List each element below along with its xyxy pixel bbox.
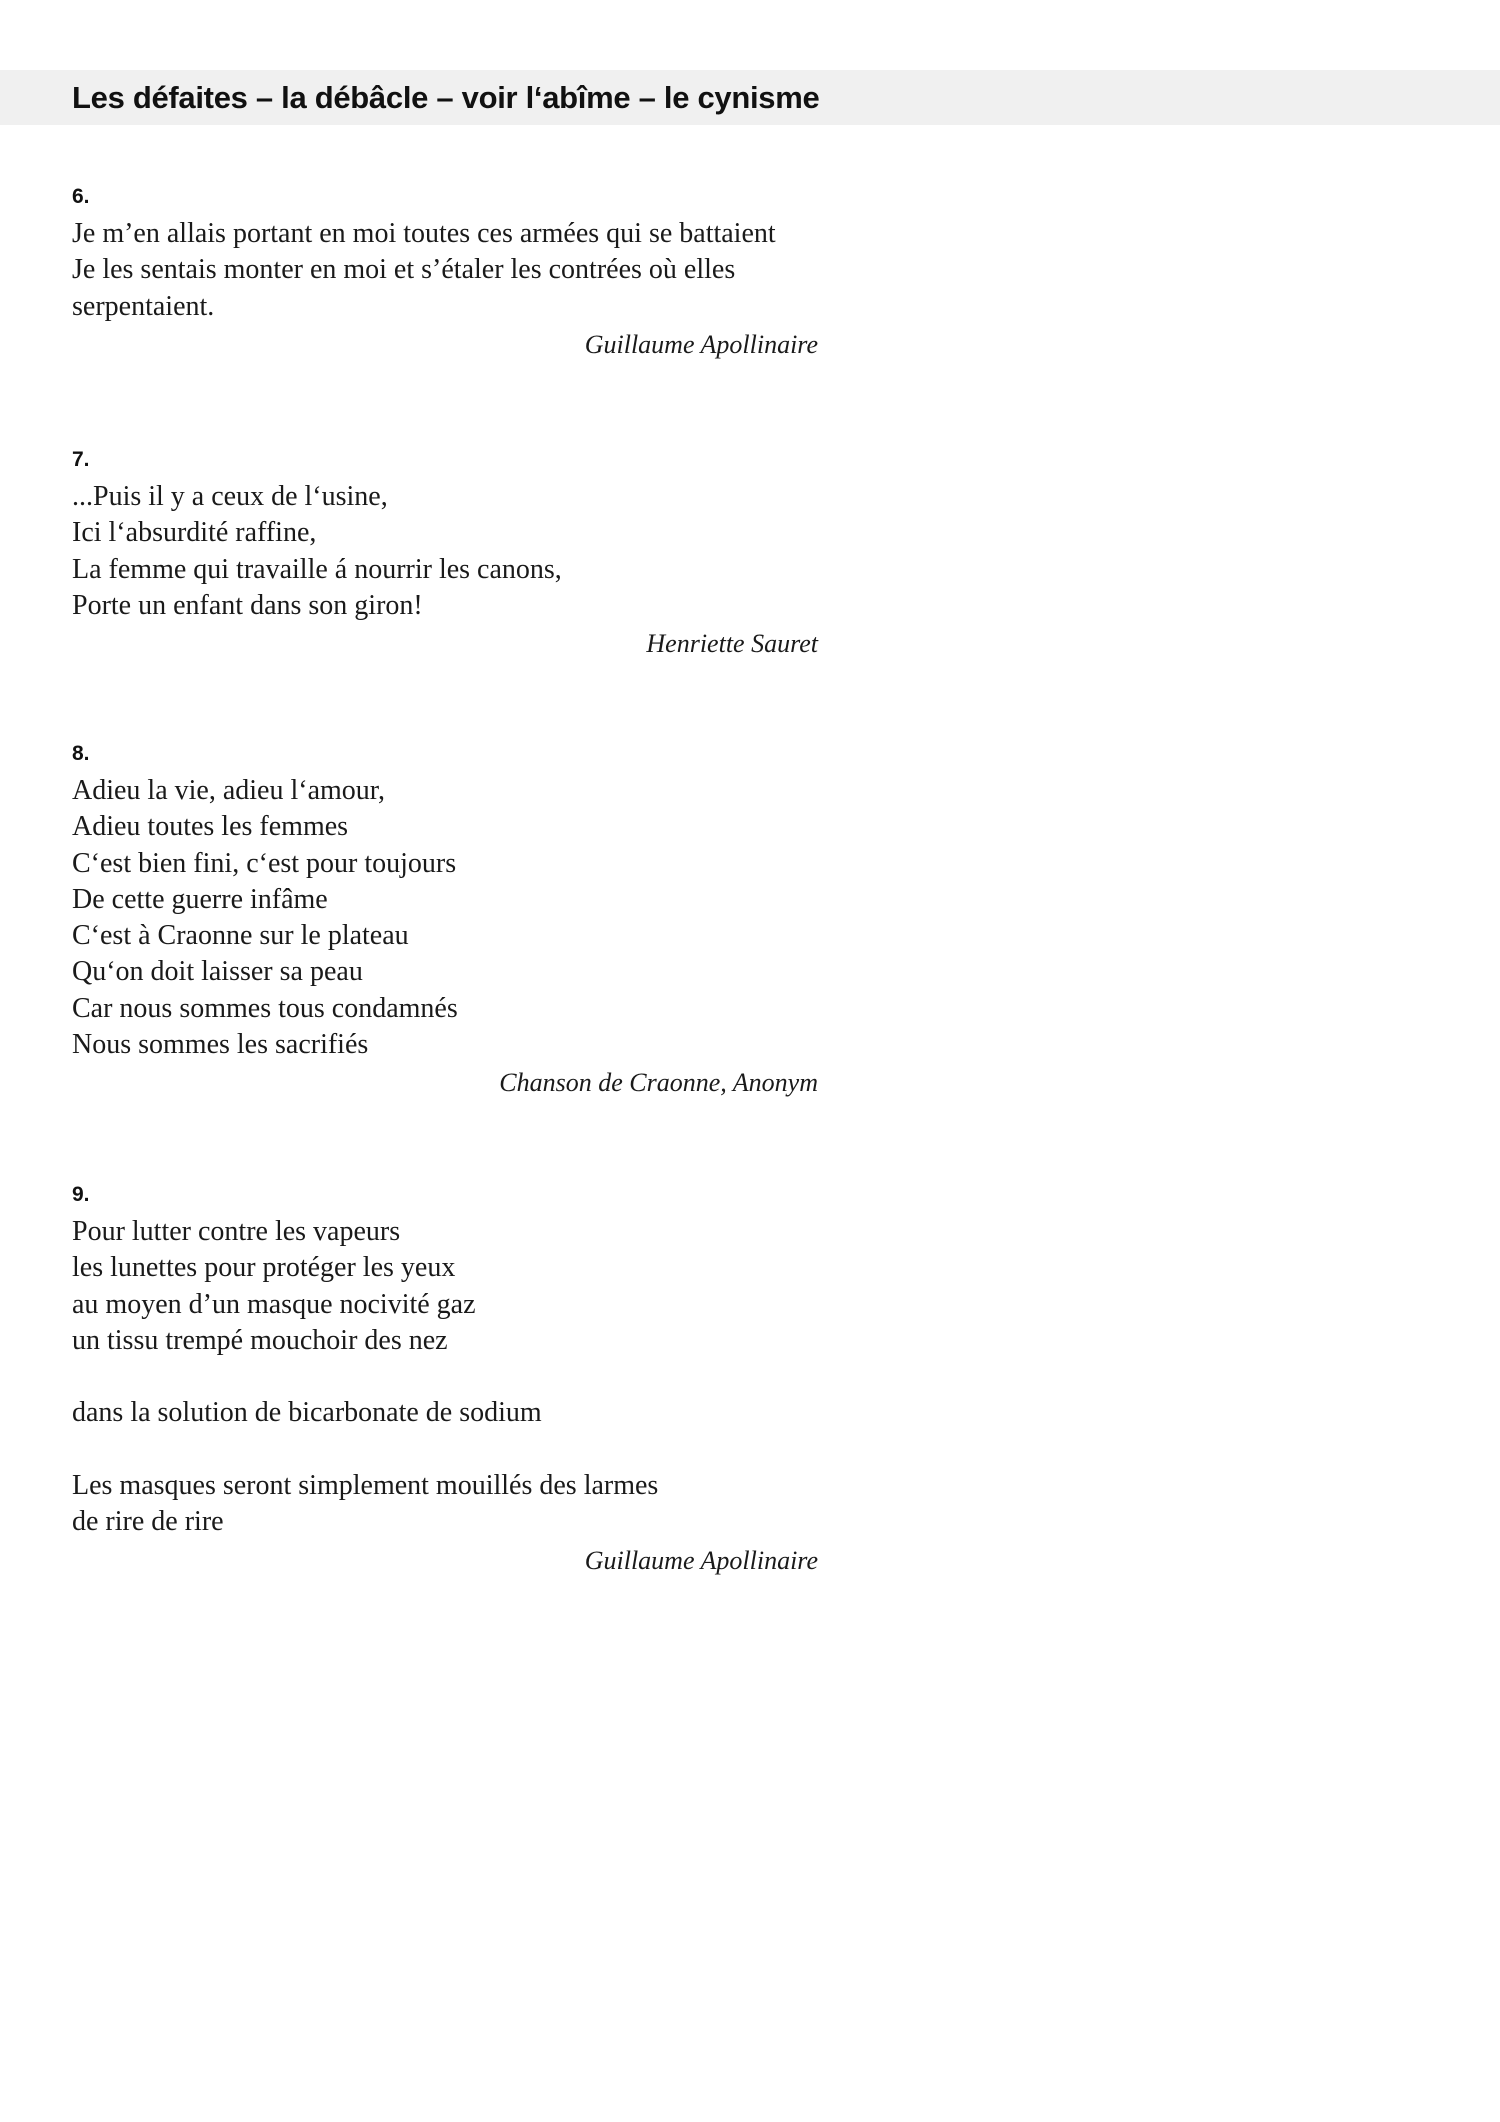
poem-line: Qu‘on doit laisser sa peau bbox=[72, 956, 363, 988]
poem-line: C‘est à Craonne sur le plateau bbox=[72, 920, 409, 952]
poem-author: Chanson de Craonne, Anonym bbox=[499, 1068, 818, 1098]
poem-line: dans la solution de bicarbonate de sodium bbox=[72, 1397, 542, 1429]
poem-number: 7. bbox=[72, 448, 90, 471]
poem-number: 9. bbox=[72, 1183, 90, 1206]
poem-line: Porte un enfant dans son giron! bbox=[72, 589, 423, 621]
poem-line: ...Puis il y a ceux de l‘usine, bbox=[72, 481, 388, 512]
poem-line: Les masques seront simplement mouillés des larmes bbox=[72, 1470, 659, 1502]
poem-line: Adieu toutes les femmes bbox=[72, 811, 349, 843]
poem-line: de rire de rire bbox=[72, 1506, 224, 1538]
poem-line: un tissu trempé mouchoir des nez bbox=[72, 1324, 448, 1356]
poem-author: Guillaume Apollinaire bbox=[584, 1545, 818, 1575]
poem-line: La femme qui travaille á nourrir les canons, bbox=[72, 553, 562, 585]
poem-6 bbox=[72, 182, 818, 363]
poem-author: Henriette Sauret bbox=[646, 629, 818, 659]
poem-line: De cette guerre infâme bbox=[72, 883, 328, 915]
poem-text bbox=[72, 479, 818, 624]
poem-7 bbox=[72, 445, 818, 662]
poem-line: les lunettes pour protéger les yeux bbox=[72, 1252, 456, 1284]
poem-line: serpentaient. bbox=[72, 290, 215, 322]
poem-line: C‘est bien fini, c‘est pour toujours bbox=[72, 847, 457, 879]
stanza-break bbox=[72, 1359, 818, 1395]
poem-line: Je les sentais monter en moi et s’étaler les contrées où elles bbox=[72, 254, 736, 286]
poem-number: 6. bbox=[72, 185, 90, 208]
poem-line: Adieu la vie, adieu l‘amour, bbox=[72, 775, 385, 806]
poem-line: Car nous sommes tous condamnés bbox=[72, 992, 458, 1024]
poem-line: au moyen d’un masque nocivité gaz bbox=[72, 1288, 476, 1320]
poem-number: 8. bbox=[72, 742, 90, 765]
poem-line: Pour lutter contre les vapeurs bbox=[72, 1216, 401, 1247]
poem-author: Guillaume Apollinaire bbox=[584, 329, 818, 359]
poem-text bbox=[72, 773, 818, 1063]
poem-line: Ici l‘absurdité raffine, bbox=[72, 517, 317, 549]
page-title: Les défaites – la débâcle – voir l‘abîme – le cynisme bbox=[72, 80, 820, 115]
poem-8 bbox=[72, 739, 818, 1101]
poem-line: Je m’en allais portant en moi toutes ces armées qui se battaient bbox=[72, 218, 776, 249]
stanza-break bbox=[72, 1432, 818, 1468]
poem-9 bbox=[72, 1180, 818, 1579]
poem-line: Nous sommes les sacrifiés bbox=[72, 1029, 369, 1061]
poem-text bbox=[72, 1214, 818, 1541]
poem-text bbox=[72, 216, 818, 325]
